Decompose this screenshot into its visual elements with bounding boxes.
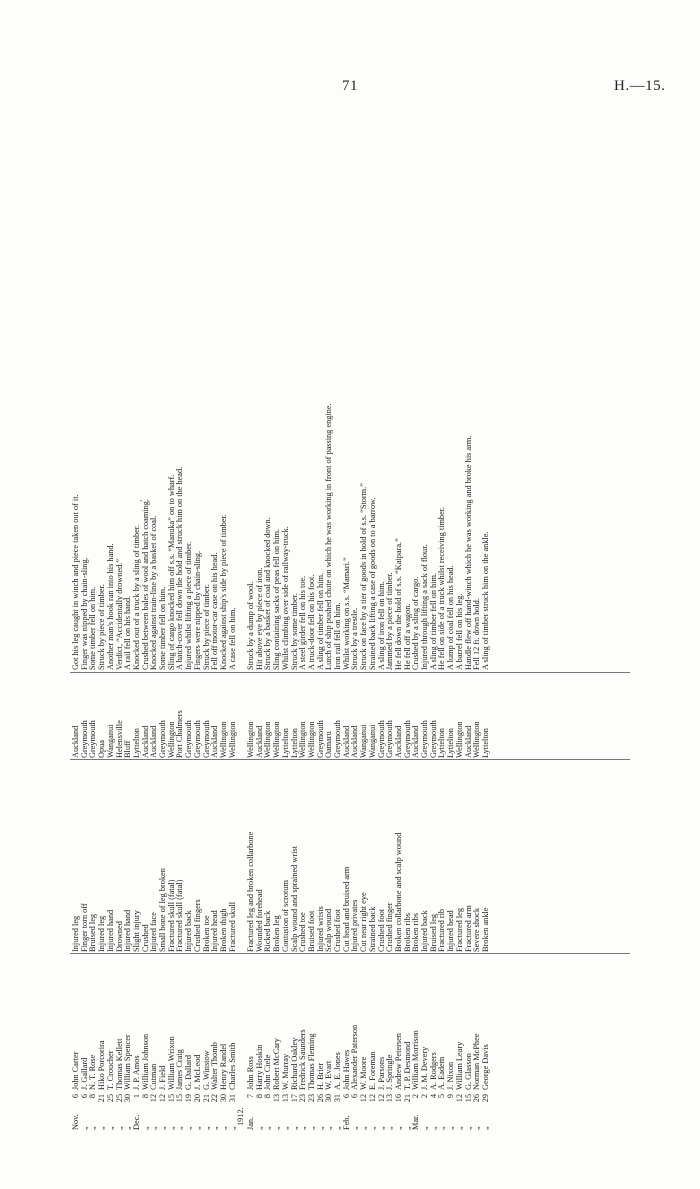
injury-cell: Crushed foot bbox=[376, 908, 386, 952]
injury-cell: Fractured leg bbox=[454, 907, 464, 952]
month-cell: „ bbox=[227, 1126, 237, 1130]
cause-cell: A case fell on him. bbox=[227, 607, 237, 670]
port-cell: Auckland bbox=[71, 725, 80, 758]
injury-cell: Cut near right eye bbox=[359, 892, 369, 952]
port-cell: Greymouth bbox=[158, 720, 167, 758]
cause-cell: Knocked out of a truck by a sling of timber. bbox=[131, 524, 141, 670]
port-cell: Wellington bbox=[218, 721, 228, 758]
cause-cell: Got his leg caught in winch and piece taken out of it. bbox=[71, 494, 80, 670]
cause-cell: A rail fell on his hand. bbox=[123, 595, 133, 670]
injury-cell: Ricked back bbox=[263, 910, 273, 952]
name-cell: William Spencer bbox=[123, 1034, 133, 1090]
injury-cell: Broken leg bbox=[272, 915, 282, 952]
name-cell: H. Brier bbox=[315, 1062, 325, 1090]
month-cell: „ bbox=[315, 1126, 325, 1130]
cause-cell: Handle flew off hand-winch which he was working and broke his arm. bbox=[463, 435, 473, 670]
port-cell: Wellington bbox=[246, 721, 255, 758]
port-cell: Auckland bbox=[350, 725, 360, 758]
injury-cell: Scalp wound and sprained wrist bbox=[289, 846, 299, 952]
month-cell: „ bbox=[263, 1126, 273, 1130]
cause-cell: Whilst working on s.s. “Mamari.” bbox=[341, 557, 351, 670]
day-cell: 21 bbox=[402, 1094, 412, 1103]
port-cell: Greymouth bbox=[376, 720, 386, 758]
port-cell: Wellington bbox=[454, 721, 464, 758]
injury-cell: Wounded forehead bbox=[254, 889, 264, 952]
cause-cell: Struck by some timber. bbox=[289, 593, 299, 670]
month-cell: „ bbox=[480, 1126, 490, 1130]
cause-cell: Jammed by a piece of timber. bbox=[385, 572, 395, 670]
port-cell: Auckland bbox=[210, 725, 220, 758]
name-cell: G. Winstow bbox=[201, 1050, 211, 1090]
cause-cell: Strained back lifting a case of goods on to a barrow. bbox=[367, 497, 377, 670]
day-cell: 16 bbox=[393, 1094, 403, 1103]
day-cell: 12 bbox=[149, 1094, 159, 1103]
day-cell: 12 bbox=[454, 1094, 464, 1103]
day-cell: 8 bbox=[254, 1094, 264, 1099]
cause-cell: Verdict, “Accidentally drowned.” bbox=[114, 558, 124, 670]
day-cell: 12 bbox=[359, 1094, 369, 1103]
port-cell: Greymouth bbox=[88, 720, 98, 758]
month-cell: „ bbox=[298, 1126, 308, 1130]
month-cell: „ bbox=[280, 1126, 290, 1130]
injury-cell: Crushed toe bbox=[298, 912, 308, 952]
cause-cell: A steel girder fell on his toe. bbox=[298, 575, 308, 670]
cause-cell: Struck by a trestle. bbox=[350, 607, 360, 670]
injury-cell: Bruised leg bbox=[88, 913, 98, 952]
day-cell: 22 bbox=[210, 1094, 220, 1103]
day-cell: 2 bbox=[420, 1094, 429, 1099]
day-cell: 6 bbox=[350, 1094, 360, 1099]
month-cell: „ bbox=[333, 1126, 342, 1130]
day-cell: 6 bbox=[341, 1094, 351, 1099]
injury-cell: Injured privates bbox=[350, 899, 360, 952]
cause-cell: Sling of cargo knocked him off s.s. “Manuka” on to wharf. bbox=[166, 474, 176, 670]
month-cell: „ bbox=[184, 1126, 194, 1130]
day-cell: 19 bbox=[184, 1094, 194, 1103]
cause-cell: A sling of timber fell on him. bbox=[428, 572, 438, 670]
cause-cell: He fell on side of a truck whilst receiving timber. bbox=[437, 506, 447, 670]
injury-cell: Fractured rib bbox=[437, 908, 447, 952]
name-cell: J. P. Amos bbox=[131, 1055, 141, 1090]
cause-cell: Some timber fell on him. bbox=[158, 586, 167, 670]
name-cell: Hiko Porcorira bbox=[97, 1040, 107, 1090]
cause-cell: A hatch-cover fell down the hold and struck him on the head. bbox=[175, 466, 185, 670]
port-cell: Greymouth bbox=[420, 720, 429, 758]
injury-cell: Bruised leg bbox=[428, 913, 438, 952]
name-cell: Thomas Kellett bbox=[114, 1038, 124, 1090]
month-cell: Dec. bbox=[131, 1114, 141, 1130]
name-cell: A. Eadem bbox=[437, 1056, 447, 1090]
injury-cell: Crushed foot bbox=[333, 908, 342, 952]
port-cell: Auckland bbox=[149, 725, 159, 758]
day-cell: 25 bbox=[105, 1094, 115, 1103]
cause-cell: A lump of coal fell on his head. bbox=[446, 565, 456, 670]
cause-cell: Injured whilst lifting a piece of timber. bbox=[184, 541, 194, 670]
injury-cell: Injured face bbox=[149, 912, 159, 952]
cause-cell: A sling of timber fell on him. bbox=[315, 572, 325, 670]
day-cell: 23 bbox=[298, 1094, 308, 1103]
injury-cell: Broken collarbone and scalp wound bbox=[393, 832, 403, 952]
month-cell: „ bbox=[166, 1126, 176, 1130]
day-cell: 2 bbox=[411, 1094, 421, 1099]
port-cell: Auckland bbox=[254, 725, 264, 758]
month-cell: Mar. bbox=[411, 1114, 421, 1130]
day-cell: 12 bbox=[367, 1094, 377, 1103]
name-cell: John Hawes bbox=[341, 1049, 351, 1090]
port-cell: Greymouth bbox=[192, 720, 202, 758]
cause-cell: Knocked against train-line by a basket of coal. bbox=[149, 515, 159, 670]
port-cell: Lyttelton bbox=[131, 728, 141, 758]
injury-cell: Fractured leg and broken collarbone bbox=[246, 831, 255, 952]
name-cell: J. McLeod bbox=[192, 1054, 202, 1090]
month-cell: Feb. bbox=[341, 1115, 351, 1130]
month-cell: „ bbox=[114, 1126, 124, 1130]
port-cell: Wellington bbox=[298, 721, 308, 758]
day-cell: 13 bbox=[385, 1094, 395, 1103]
month-cell: „ bbox=[192, 1126, 202, 1130]
name-cell: James Craig bbox=[175, 1049, 185, 1090]
month-cell: „ bbox=[289, 1126, 299, 1130]
day-cell: 9 bbox=[446, 1094, 456, 1099]
name-cell: William Johnson bbox=[140, 1033, 150, 1090]
day-cell: 20 bbox=[192, 1094, 202, 1103]
port-cell: Greymouth bbox=[184, 720, 194, 758]
port-cell: Lyttelton bbox=[437, 728, 447, 758]
name-cell: Robert McCary bbox=[272, 1038, 282, 1090]
cause-cell: Whilst climbing over side of railway-truck. bbox=[280, 526, 290, 670]
day-cell: 23 bbox=[306, 1094, 316, 1103]
injury-cell: Broken toe bbox=[201, 915, 211, 952]
port-cell: Greymouth bbox=[333, 720, 342, 758]
day-cell: 30 bbox=[123, 1094, 133, 1103]
day-cell: 8 bbox=[263, 1094, 273, 1099]
cause-cell: He fell off a wagon. bbox=[402, 603, 412, 670]
injury-cell: Contusion of scrotum bbox=[280, 880, 290, 952]
month-cell: Nov. bbox=[71, 1114, 80, 1130]
port-cell: Opua bbox=[97, 740, 107, 758]
month-cell: „ bbox=[463, 1126, 473, 1130]
day-cell: 6 bbox=[71, 1094, 80, 1099]
port-cell: Greymouth bbox=[79, 720, 89, 758]
day-cell: 15 bbox=[175, 1094, 185, 1103]
name-cell: T. P. Desmond bbox=[402, 1041, 412, 1090]
name-cell: A. Rodgers bbox=[428, 1052, 438, 1090]
day-cell: 7 bbox=[246, 1094, 255, 1099]
month-cell: „ bbox=[105, 1126, 115, 1130]
name-cell: John Carter bbox=[71, 1051, 80, 1090]
month-cell: „ bbox=[123, 1126, 133, 1130]
month-cell: „ bbox=[97, 1126, 107, 1130]
port-cell: Port Chalmers bbox=[175, 710, 185, 758]
port-cell: Bluff bbox=[123, 740, 133, 758]
port-cell: Wanganui bbox=[359, 724, 369, 758]
name-cell: Harry Hoskin bbox=[254, 1044, 264, 1090]
name-cell: J. Springle bbox=[385, 1054, 395, 1090]
cause-cell: Crushed by a sling of cargo. bbox=[411, 576, 421, 670]
name-cell: Richard Oakley bbox=[289, 1037, 299, 1090]
cause-cell: Finger was nipped by chain-sling. bbox=[79, 557, 89, 670]
cause-cell: A barrel fell on his leg. bbox=[454, 593, 464, 670]
cause-cell: Another man's hook ran into his hand. bbox=[105, 543, 115, 670]
name-cell: William Morrison bbox=[411, 1030, 421, 1090]
cause-cell: He fell down the hold of s.s. “Kaipara.” bbox=[393, 538, 403, 670]
day-cell: 31 bbox=[227, 1094, 237, 1103]
cause-cell: Fingers were nipped by chain-sling. bbox=[192, 550, 202, 670]
injury-cell: Cut head and bruised arm bbox=[341, 866, 351, 952]
name-cell: John Ciele bbox=[263, 1054, 273, 1090]
port-cell: Helensville bbox=[114, 720, 124, 758]
injury-cell: Severe shock bbox=[472, 907, 482, 952]
name-cell: J. Nixon bbox=[446, 1061, 456, 1090]
injury-cell: Broken ankle bbox=[480, 907, 490, 952]
port-cell: Auckland bbox=[463, 725, 473, 758]
name-cell: Charles Smith bbox=[227, 1042, 237, 1090]
day-cell: 30 bbox=[324, 1094, 334, 1103]
injury-cell: Broken ribs bbox=[402, 913, 412, 952]
injury-cell: Scalp wound bbox=[324, 908, 334, 952]
port-cell: Greymouth bbox=[315, 720, 325, 758]
name-cell: J. M. Devery bbox=[420, 1046, 429, 1090]
month-cell: „ bbox=[79, 1126, 89, 1130]
port-cell: Wellington bbox=[166, 721, 176, 758]
cause-cell: Struck by a basket of coal and knocked down. bbox=[263, 517, 273, 670]
day-cell: 21 bbox=[201, 1094, 211, 1103]
injury-cell: Strained back bbox=[367, 906, 377, 952]
month-cell: „ bbox=[376, 1126, 386, 1130]
name-cell: G. Dallard bbox=[184, 1054, 194, 1090]
name-cell: George Davis bbox=[480, 1044, 490, 1090]
month-cell: „ bbox=[420, 1126, 429, 1130]
injury-cell: Fractured skull (fatal) bbox=[166, 879, 176, 952]
name-cell: W. Moore bbox=[359, 1056, 369, 1090]
port-cell: Wanganui bbox=[367, 724, 377, 758]
month-cell: „ bbox=[306, 1126, 316, 1130]
cause-cell: Iron rail fell on him. bbox=[333, 602, 342, 670]
port-cell: Wellington bbox=[306, 721, 316, 758]
injury-cell: Broken thigh bbox=[218, 908, 228, 952]
port-cell: Auckland bbox=[140, 725, 150, 758]
month-cell: „ bbox=[393, 1126, 403, 1130]
injury-cell: Injured head bbox=[210, 910, 220, 952]
cause-cell: A sling of iron fell on him. bbox=[376, 581, 386, 670]
cause-cell: Injured through lifting a sack of flour. bbox=[420, 544, 429, 670]
name-cell: William Leary bbox=[454, 1041, 464, 1090]
month-cell: „ bbox=[272, 1126, 282, 1130]
column-rule bbox=[70, 953, 630, 954]
day-cell: 13 bbox=[280, 1094, 290, 1103]
name-cell: Cutman bbox=[149, 1063, 159, 1090]
day-cell: 8 bbox=[88, 1094, 98, 1099]
cause-cell: Fell off motor-car case on his head. bbox=[210, 552, 220, 670]
cause-cell: Sling containing sacks of peas fell on him. bbox=[272, 528, 282, 670]
port-cell: Greymouth bbox=[385, 720, 395, 758]
name-cell: G. Glasson bbox=[463, 1053, 473, 1090]
name-cell: A. E. Jones bbox=[333, 1052, 342, 1090]
year-label: 1912. bbox=[236, 1107, 246, 1126]
injury-cell: Injured hand bbox=[123, 909, 133, 952]
month-cell: „ bbox=[428, 1126, 438, 1130]
injury-cell: Slight injury bbox=[131, 910, 141, 952]
day-cell: 12 bbox=[376, 1094, 386, 1103]
name-cell: J. Gallard bbox=[79, 1057, 89, 1090]
name-cell: John Ross bbox=[246, 1056, 255, 1090]
port-cell: Oamaru bbox=[324, 731, 334, 758]
day-cell: 30 bbox=[218, 1094, 228, 1103]
month-cell: „ bbox=[254, 1126, 264, 1130]
page-number: 71 bbox=[342, 78, 358, 94]
injury-cell: Injured leg bbox=[97, 915, 107, 952]
injury-cell: Bruised foot bbox=[306, 910, 316, 952]
injury-cell: Fractured skull bbox=[227, 901, 237, 952]
month-cell: „ bbox=[367, 1126, 377, 1130]
day-cell: 8 bbox=[140, 1094, 150, 1099]
name-cell: Norman McPhee bbox=[472, 1033, 482, 1090]
port-cell: Auckland bbox=[411, 725, 421, 758]
month-cell: „ bbox=[210, 1126, 220, 1130]
port-cell: Greymouth bbox=[201, 720, 211, 758]
port-cell: Auckland bbox=[393, 725, 403, 758]
port-cell: Lyttelton bbox=[480, 728, 490, 758]
injury-cell: Small bone of leg broken bbox=[158, 868, 167, 952]
name-cell: J. Parsons bbox=[376, 1056, 386, 1090]
name-cell: T. Croucher bbox=[105, 1050, 115, 1090]
injury-cell: Fractured arm bbox=[463, 905, 473, 952]
port-cell: Wellington bbox=[227, 721, 237, 758]
day-cell: 13 bbox=[272, 1094, 282, 1103]
injury-cell: Drowned bbox=[114, 921, 124, 952]
port-cell: Lyttelton bbox=[446, 728, 456, 758]
name-cell: W. Murray bbox=[280, 1053, 290, 1090]
port-cell: Lyttelton bbox=[289, 728, 299, 758]
name-cell: Henry Randel bbox=[218, 1043, 228, 1090]
name-cell: Fredrick Saunders bbox=[298, 1029, 308, 1090]
paper-reference: H.—15. bbox=[614, 78, 666, 94]
month-cell: „ bbox=[149, 1126, 159, 1130]
month-cell: „ bbox=[201, 1126, 211, 1130]
cause-cell: Struck on face by a tier of goods in hold of s.s. “Storm.” bbox=[359, 483, 369, 670]
port-cell: Wanganui bbox=[105, 724, 115, 758]
day-cell: 29 bbox=[480, 1094, 490, 1103]
cause-cell: Struck by piece of timber. bbox=[97, 584, 107, 670]
name-cell: Walter Thomb bbox=[210, 1042, 220, 1090]
month-cell: „ bbox=[385, 1126, 395, 1130]
month-cell: „ bbox=[454, 1126, 464, 1130]
cause-cell: Lurch of ship pushed chute on which he was working in front of passing engine. bbox=[324, 403, 334, 670]
name-cell: William Wrixon bbox=[166, 1036, 176, 1090]
month-cell: „ bbox=[437, 1126, 447, 1130]
day-cell: 26 bbox=[315, 1094, 325, 1103]
name-cell: J. Field bbox=[158, 1065, 167, 1090]
month-cell: Jan. bbox=[246, 1116, 255, 1130]
port-cell: Wellington bbox=[472, 721, 482, 758]
month-cell: „ bbox=[350, 1126, 360, 1130]
name-cell: Alexander Paterson bbox=[350, 1024, 360, 1090]
cause-cell: A truck-door fell on his foot. bbox=[306, 574, 316, 670]
port-cell: Greymouth bbox=[428, 720, 438, 758]
port-cell: Auckland bbox=[341, 725, 351, 758]
cause-cell: Fell 12 ft. down hold. bbox=[472, 598, 482, 670]
day-cell: 6 bbox=[79, 1094, 89, 1099]
column-rule bbox=[70, 759, 630, 760]
day-cell: 31 bbox=[333, 1094, 342, 1103]
day-cell: 4 bbox=[428, 1094, 438, 1099]
cause-cell: Crushed between bales of wool and hatch coaming. bbox=[140, 499, 150, 670]
name-cell: Thomas Fleming bbox=[306, 1033, 316, 1090]
injury-cell: Injured back bbox=[184, 910, 194, 952]
cause-cell: Some timber fell on him. bbox=[88, 586, 98, 670]
cause-cell: Knocked against ship's side by piece of timber. bbox=[218, 514, 228, 670]
name-cell: Andrew Petersen bbox=[393, 1033, 403, 1090]
injury-cell: Injured head bbox=[446, 910, 456, 952]
injury-cell: Broken ribs bbox=[411, 913, 421, 952]
day-cell: 12 bbox=[158, 1094, 167, 1103]
day-cell: 26 bbox=[472, 1094, 482, 1103]
name-cell: E. Foreman bbox=[367, 1051, 377, 1090]
month-cell: „ bbox=[472, 1126, 482, 1130]
injury-cell: Injured wrists bbox=[315, 906, 325, 952]
month-cell: „ bbox=[88, 1126, 98, 1130]
injury-cell: Injured hand bbox=[105, 909, 115, 952]
name-cell: N. T. Rose bbox=[88, 1054, 98, 1090]
day-cell: 1 bbox=[131, 1094, 141, 1099]
day-cell: 15 bbox=[463, 1094, 473, 1103]
port-cell: Lyttelton bbox=[280, 728, 290, 758]
injury-cell: Injured leg bbox=[71, 915, 80, 952]
cause-cell: A sling of timber struck him on the ankle. bbox=[480, 531, 490, 670]
accident-table bbox=[70, 90, 630, 1130]
injury-cell: Finger torn off bbox=[79, 903, 89, 952]
month-cell: „ bbox=[359, 1126, 369, 1130]
injury-cell: Crushed finger bbox=[385, 902, 395, 952]
port-cell: Greymouth bbox=[402, 720, 412, 758]
name-cell: W. Evart bbox=[324, 1060, 334, 1090]
month-cell: „ bbox=[446, 1126, 456, 1130]
day-cell: 21 bbox=[97, 1094, 107, 1103]
month-cell: „ bbox=[158, 1126, 167, 1130]
day-cell: 17 bbox=[289, 1094, 299, 1103]
cause-cell: Struck by piece of timber. bbox=[201, 584, 211, 670]
column-rule bbox=[70, 672, 630, 673]
port-cell: Wellington bbox=[272, 721, 282, 758]
injury-cell: Injured back bbox=[420, 910, 429, 952]
cause-cell: Struck by a dump of wool. bbox=[246, 581, 255, 670]
injury-cell: Crushed fingers bbox=[192, 899, 202, 952]
injury-cell: Fractured skull (fatal) bbox=[175, 879, 185, 952]
port-cell: Wellington bbox=[263, 721, 273, 758]
day-cell: 25 bbox=[114, 1094, 124, 1103]
day-cell: 15 bbox=[166, 1094, 176, 1103]
injury-cell: Crushed bbox=[140, 924, 150, 952]
cause-cell: Hit above eye by piece of iron. bbox=[254, 567, 264, 670]
month-cell: „ bbox=[140, 1126, 150, 1130]
month-cell: „ bbox=[402, 1126, 412, 1130]
month-cell: „ bbox=[175, 1126, 185, 1130]
day-cell: 5 bbox=[437, 1094, 447, 1099]
month-cell: „ bbox=[218, 1126, 228, 1130]
month-cell: „ bbox=[324, 1126, 334, 1130]
